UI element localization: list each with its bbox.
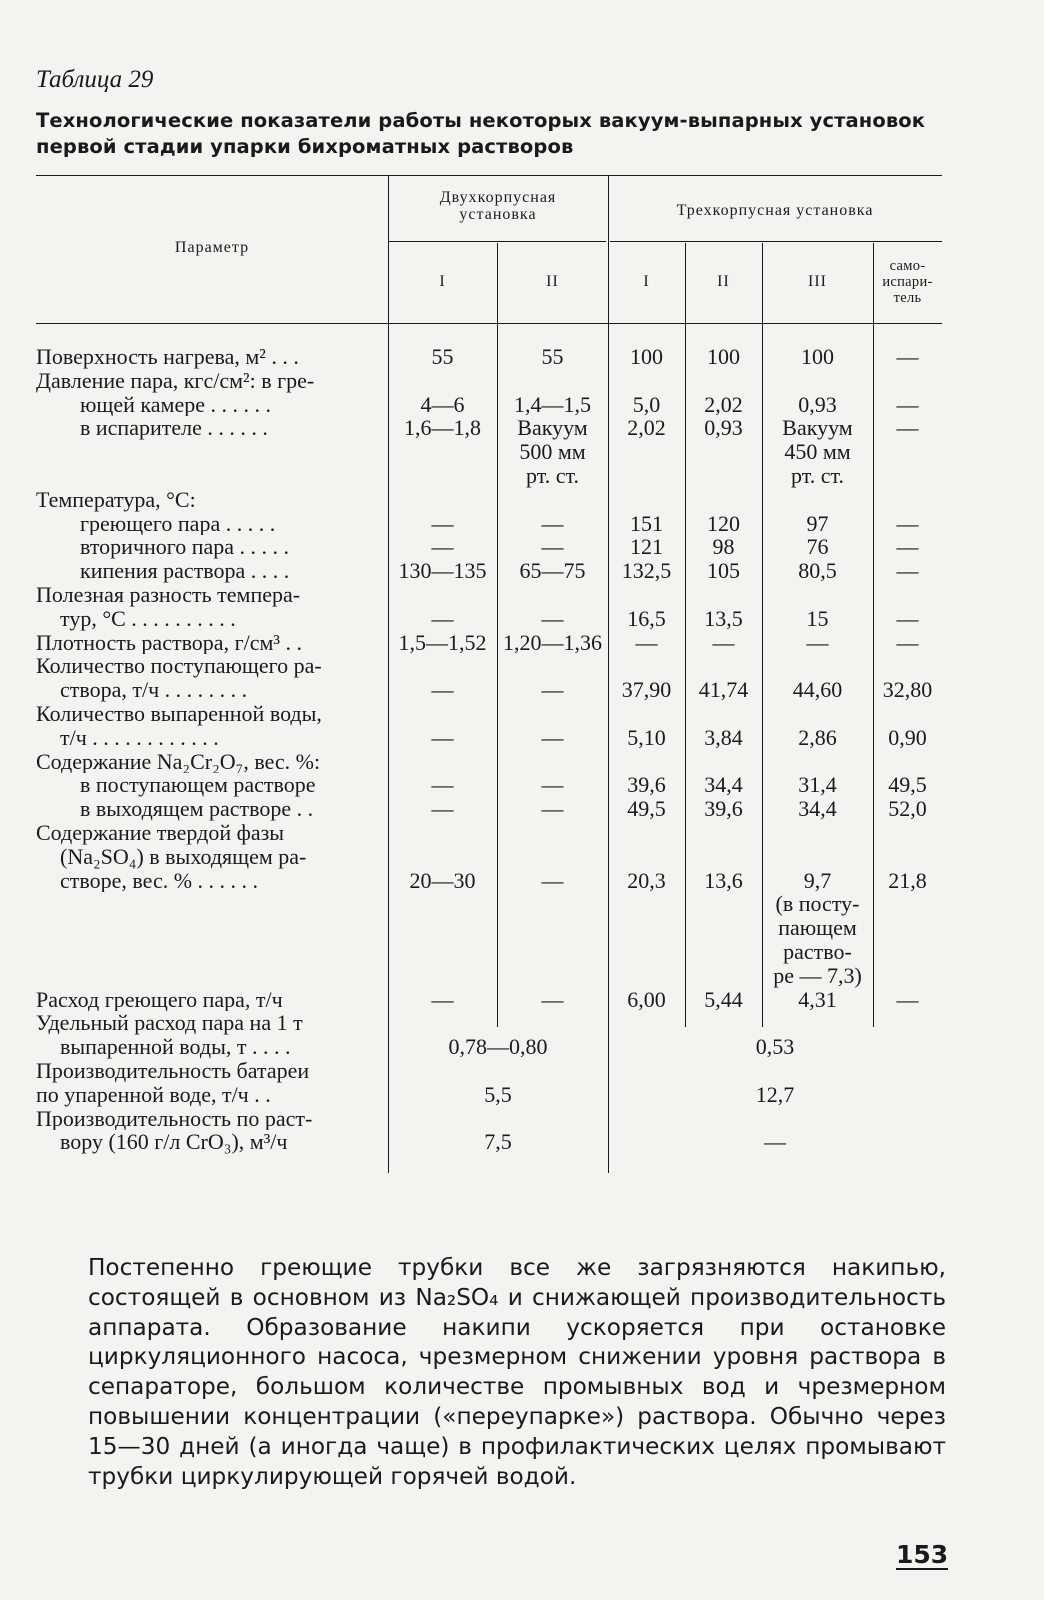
table-cell: 0,93 (798, 391, 837, 417)
row-label: Количество поступающего ра- (36, 654, 322, 679)
row-label: Плотность раствора, г/см³ . . (36, 630, 302, 655)
merged-cell: 0,78—0,80 (448, 1034, 548, 1060)
header-col-4: II (717, 273, 730, 290)
table-cell: — (431, 605, 454, 631)
table-cell: 120 (707, 510, 740, 536)
row-label: Полезная разность темпера- (36, 582, 301, 607)
table-cell: 15 (806, 605, 829, 631)
table-cell: 5,10 (627, 724, 666, 750)
header-col-1: I (439, 273, 446, 290)
header-group-two (388, 189, 608, 223)
row-label: в поступающем растворе (80, 773, 316, 798)
table-cell: 100 (801, 344, 834, 369)
row-label: в выходящем растворе . . (80, 797, 314, 821)
row-label: в испарителе . . . . . . (80, 416, 268, 441)
table-cell: 2,02 (704, 391, 743, 417)
row-label: Расход греющего пара, т/ч (36, 987, 283, 1012)
table-cell: 9,7 (803, 867, 832, 893)
row-labels (36, 345, 376, 1154)
row-label: Содержание твердой фазы (36, 820, 285, 845)
row-label: вторичного пара . . . . . (80, 535, 290, 560)
table-cell: — (635, 629, 658, 655)
table-cell: раство- (783, 939, 852, 964)
table-cell: 105 (707, 558, 740, 584)
table-cell: 32,80 (882, 677, 933, 703)
merged-cell: 5,5 (484, 1081, 512, 1107)
table-cell: 39,6 (704, 796, 743, 822)
table-cell: рт. ст. (526, 463, 579, 488)
table-cell: 0,90 (888, 724, 927, 750)
table-cell: 132,5 (621, 558, 672, 584)
row-label: ющей камере . . . . . . (80, 392, 271, 417)
table-cell: — (541, 724, 564, 750)
table-cell: 1,4—1,5 (514, 391, 591, 417)
row-label: (Na₂SO₄) в выходящем ра- (60, 844, 307, 869)
table-cell: — (541, 796, 564, 822)
table-cell: 49,5 (888, 772, 927, 798)
col-rule-param (388, 175, 389, 1173)
row-label (36, 940, 376, 964)
row-label (36, 464, 376, 488)
table-cell: — (896, 534, 919, 560)
row-label: кипения раствора . . . . (80, 559, 290, 583)
row-label: Производительность батареи (36, 1058, 310, 1083)
table-cell: 4,31 (798, 986, 837, 1012)
table-cell: 450 мм (784, 439, 851, 465)
row-label: вору (160 г/л CrO₃), м³/ч (60, 1130, 288, 1155)
table-cell: 2,02 (627, 415, 666, 441)
table-cell: — (896, 344, 919, 369)
table-cell: 1,20—1,36 (503, 629, 602, 655)
header-col-6-line-1: само- (889, 258, 926, 274)
table-cell: 13,5 (704, 605, 743, 631)
table-cell: Вакуум (517, 415, 588, 441)
row-label: Температура, °С: (36, 487, 196, 512)
table-cell: — (541, 605, 564, 631)
table-cell: 80,5 (798, 558, 837, 584)
table-cell: Вакуум (782, 415, 853, 441)
table-cell: 21,8 (888, 867, 927, 893)
table-title-line-1: Технологические показатели работы некоторых вакуум-выпарных установок (36, 109, 926, 132)
table-cell: 39,6 (627, 772, 666, 798)
table-cell: 1,5—1,52 (398, 629, 487, 655)
row-label: Производительность по раст- (36, 1106, 313, 1131)
table-cell: 2,86 (798, 724, 837, 750)
row-label: т/ч . . . . . . . . . . . . (60, 725, 219, 750)
table-cell: — (896, 415, 919, 441)
row-label (36, 440, 376, 464)
table-cell: 3,84 (704, 724, 743, 750)
header-col-6-line-2: испари- (882, 274, 933, 290)
table-cell: 55 (431, 344, 454, 369)
table-cell: — (896, 605, 919, 631)
table-cell: 37,90 (621, 677, 672, 703)
group-divider-three (610, 241, 942, 242)
table-cell: рт. ст. (791, 463, 844, 488)
group-divider-two (388, 241, 606, 242)
table-cell: — (431, 510, 454, 536)
header-group-two-line-1: Двухкорпусная (439, 189, 557, 206)
table-cell: 31,4 (798, 772, 837, 798)
row-label (36, 916, 376, 940)
table-cell: 121 (630, 534, 663, 560)
table-cell: 1,6—1,8 (404, 415, 481, 441)
row-label (36, 964, 376, 988)
table-cell: 100 (707, 344, 740, 369)
table-cell: 49,5 (627, 796, 666, 822)
row-label: по упаренной воде, т/ч . . (36, 1082, 271, 1107)
merged-cell: 0,53 (755, 1034, 795, 1060)
col-rule-2 (608, 175, 609, 1173)
table-cell: 20,3 (627, 867, 666, 893)
table-cell: 76 (806, 534, 829, 560)
table-cell: 6,00 (627, 986, 666, 1012)
row-label: Содержание Na₂Cr₂O₇, вес. %: (36, 749, 321, 774)
table-cell: — (541, 677, 564, 703)
table-title-line-2: первой стадии упарки бихроматных растворов (36, 135, 574, 158)
row-label: Количество выпаренной воды, (36, 701, 322, 726)
table-cell: — (431, 534, 454, 560)
row-label: Поверхность нагрева, м² . . . (36, 345, 299, 369)
table-cell: 100 (630, 344, 663, 369)
row-label: выпаренной воды, т . . . . (60, 1035, 291, 1059)
table-cell: — (712, 629, 735, 655)
table-cell: 5,44 (704, 986, 743, 1012)
table-cell: (в посту- (775, 891, 860, 917)
table-cell: 13,6 (704, 867, 743, 893)
header-group-two-line-2: установка (459, 206, 537, 223)
table-cell: 130—135 (398, 558, 487, 584)
table-cell: 16,5 (627, 605, 666, 631)
row-label (36, 892, 376, 916)
table-top-rule (36, 175, 942, 176)
table-cell: — (806, 629, 829, 655)
table-cell: — (541, 867, 564, 893)
table-cell: 34,4 (798, 796, 837, 822)
table-cell: 0,93 (704, 415, 743, 441)
table-cell: — (541, 772, 564, 798)
table-cell: 151 (630, 510, 663, 536)
table-cell: 500 мм (519, 439, 586, 465)
header-group-three: Трехкорпусная установка (676, 202, 874, 219)
table-cell: — (541, 986, 564, 1012)
table-cell: — (896, 510, 919, 536)
table-cell: 44,60 (792, 677, 843, 703)
table-cell: 34,4 (704, 772, 743, 798)
header-col-6-line-3: тель (893, 290, 922, 306)
row-label: греющего пара . . . . . (80, 511, 276, 536)
table-caption: Таблица 29 (36, 66, 154, 93)
table-cell: — (896, 629, 919, 655)
row-label: Давление пара, кгс/см²: в гре- (36, 368, 315, 393)
table-cell: ре — 7,3) (773, 962, 862, 988)
header-col-5: III (808, 273, 827, 290)
table-cell: 98 (712, 534, 735, 560)
table-cell: 52,0 (888, 796, 927, 822)
row-label: створа, т/ч . . . . . . . . (60, 678, 248, 702)
table-cell: 97 (806, 510, 829, 536)
header-col-3: I (643, 273, 650, 290)
table-title (36, 108, 996, 160)
table-cell: — (541, 510, 564, 536)
header-col-6 (873, 258, 942, 306)
table-cell: 41,74 (698, 677, 749, 703)
body-paragraph (88, 1253, 946, 1491)
table-cell: — (896, 558, 919, 584)
header-col-2: II (546, 273, 559, 290)
data-table (36, 175, 942, 1175)
table-cell: — (431, 986, 454, 1012)
merged-cell: 12,7 (755, 1081, 795, 1107)
page-number: 153 (896, 1540, 949, 1569)
table-cell: — (896, 986, 919, 1012)
table-cell: — (896, 391, 919, 417)
table-cell: 4—6 (420, 391, 465, 417)
row-label: створе, вес. % . . . . . . (60, 868, 259, 893)
table-cell: — (431, 796, 454, 822)
table-cell: 5,0 (632, 391, 661, 417)
header-param: Параметр (174, 239, 250, 256)
table-cell: — (431, 772, 454, 798)
table-cell: — (431, 677, 454, 703)
table-cell: 55 (541, 344, 564, 369)
table-cell: — (541, 534, 564, 560)
table-cell: 65—75 (519, 558, 586, 584)
merged-cell: — (764, 1129, 786, 1155)
table-cell: 20—30 (409, 867, 476, 893)
table-cell: — (431, 724, 454, 750)
merged-cell: 7,5 (484, 1129, 512, 1155)
header-bottom-rule (36, 323, 942, 324)
row-label: тур, °С . . . . . . . . . . (60, 606, 236, 631)
body-paragraph-text: Постепенно греющие трубки все же загрязняются накипью, состоящей в основном из Na₂SO₄ и снижающей производительность аппарата. Образование накипи ускоряется при остановке циркуляционного насоса, чрезмерном снижении уровня раствора в сепараторе, большом количестве промывных вод и чрезмерном повышении концентрации («переупарке») раствора. Обычно через 15—30 дней (а иногда чаще) в профилактических целях промывают трубки циркулирующей горячей водой. (88, 1254, 946, 1490)
row-label: Удельный расход пара на 1 т (36, 1011, 303, 1036)
table-cell: пающем (778, 915, 857, 941)
